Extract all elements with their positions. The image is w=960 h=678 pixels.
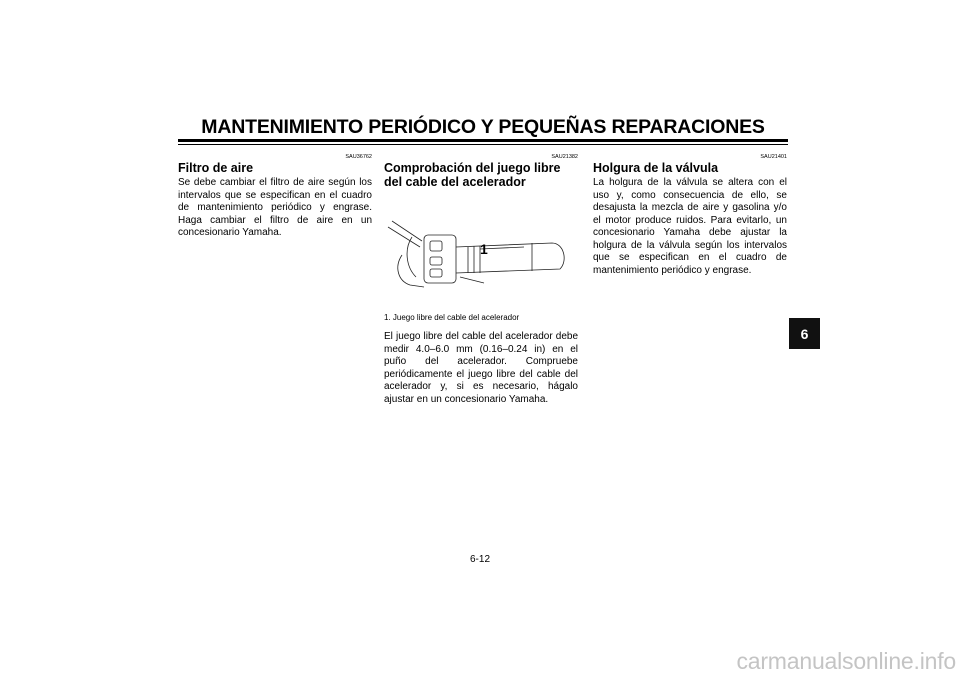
section-body: La holgura de la válvula se altera con el uso y, como consecuencia de ello, se desajusta la mezcla de aire y gasolina y/o el motor produce ruidos. Para evitarlo, un concesionario Yamaha debe ajustar la holgura de la válvula según los intervalos que se especifican en el cuadro de mantenimiento periódico y engrase. <box>593 177 787 276</box>
section-air-filter <box>178 153 372 240</box>
section-body: Se debe cambiar el filtro de aire según los intervalos que se especifican en el cuadro de mantenimiento periódico y engrase. Haga cambiar el filtro de aire en un concesionario Yamaha. <box>178 177 372 238</box>
figure-callout-number: 1 <box>480 241 488 257</box>
throttle-grip-illustration <box>384 197 578 295</box>
section-title: Filtro de aire <box>178 161 254 175</box>
section-title: Comprobación del juego libre del cable del acelerador <box>384 161 561 189</box>
page-header-title: MANTENIMIENTO PERIÓDICO Y PEQUEÑAS REPARACIONES <box>201 116 765 138</box>
section-valve-clearance <box>593 153 787 277</box>
section-code: SAU36762 <box>345 154 372 160</box>
section-code: SAU21382 <box>551 154 578 160</box>
chapter-tab: 6 <box>789 318 820 349</box>
section-title: Holgura de la válvula <box>593 161 719 175</box>
section-throttle-cable <box>384 153 578 406</box>
header-rule-thick <box>178 139 788 142</box>
watermark: carmanualsonline.info <box>736 648 956 674</box>
page-number: 6-12 <box>469 554 490 565</box>
header-rule-thin <box>178 144 788 145</box>
figure-caption: 1. Juego libre del cable del acelerador <box>384 313 520 322</box>
section-body: El juego libre del cable del acelerador debe medir 4.0–6.0 mm (0.16–0.24 in) en el puño del acelerador. Compruebe periódicamente el juego libre del cable del acelerador y, si es necesario, hágalo ajustar en un concesionario Yamaha. <box>384 331 578 405</box>
section-code: SAU21401 <box>760 154 787 160</box>
